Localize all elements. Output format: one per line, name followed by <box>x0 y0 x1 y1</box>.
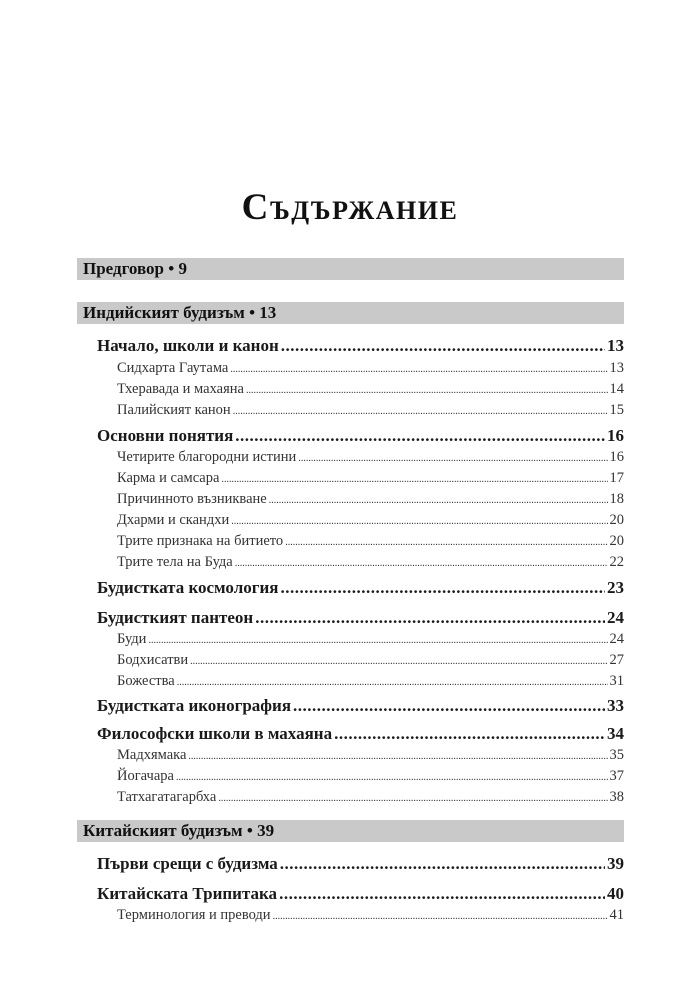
toc-subentry-page: 16 <box>609 449 624 465</box>
toc-subentry-page: 35 <box>609 747 624 763</box>
dot-leader <box>218 789 607 806</box>
dot-leader <box>273 907 608 924</box>
toc-subentry[interactable] <box>117 512 624 529</box>
toc-entry-page: 16 <box>607 426 624 445</box>
toc-entry[interactable] <box>97 336 624 356</box>
toc-subentry[interactable] <box>117 631 624 648</box>
dot-leader <box>221 470 607 487</box>
toc-entry[interactable] <box>97 696 624 716</box>
toc-entry-page: 13 <box>607 336 624 355</box>
toc-subentry-label: Трите признака на битието <box>117 533 284 549</box>
toc-entry-page: 23 <box>607 578 624 597</box>
toc-subentry-page: 20 <box>609 512 624 528</box>
toc-subentry[interactable] <box>117 533 624 550</box>
toc-entry-label: Будистката иконография <box>97 696 292 715</box>
toc-entry[interactable] <box>97 426 624 446</box>
toc-subentry-label: Трите тела на Буда <box>117 554 233 570</box>
toc-entry[interactable] <box>97 724 624 744</box>
toc-entry-page: 24 <box>607 608 624 627</box>
dot-leader <box>148 631 607 648</box>
toc-subentry-page: 27 <box>609 652 624 668</box>
dot-leader <box>255 608 605 628</box>
toc-subentry-page: 37 <box>609 768 624 784</box>
toc-subentry-page: 24 <box>609 631 624 647</box>
toc-subentry-page: 38 <box>609 789 624 805</box>
toc-subentry-label: Четирите благородни истини <box>117 449 297 465</box>
dot-leader <box>280 578 605 598</box>
toc-subentry-page: 18 <box>609 491 624 507</box>
toc-subentry-page: 17 <box>609 470 624 486</box>
toc-entry-label: Будистката космология <box>97 578 279 597</box>
page-title: Съдържание <box>241 187 459 228</box>
toc-subentry-label: Бодхисатви <box>117 652 189 668</box>
toc-subentry-page: 14 <box>609 381 624 397</box>
toc-entry-label: Философски школи в махаяна <box>97 724 333 743</box>
toc-entry-label: Първи срещи с будизма <box>97 854 278 873</box>
dot-leader <box>334 724 605 744</box>
toc-subentry[interactable] <box>117 470 624 487</box>
dot-leader <box>235 426 605 446</box>
toc-entry[interactable] <box>97 884 624 904</box>
dot-leader <box>176 768 608 785</box>
dot-leader <box>230 360 607 377</box>
toc-entry-label: Начало, школи и канон <box>97 336 279 355</box>
toc-subentry[interactable] <box>117 554 624 571</box>
toc-subentry-page: 13 <box>609 360 624 376</box>
toc-subentry[interactable] <box>117 360 624 377</box>
toc-entry-page: 34 <box>607 724 624 743</box>
toc-subentry-label: Божества <box>117 673 175 689</box>
section-heading-indian-buddhism: Индийският будизъм • 13 <box>77 302 624 324</box>
dot-leader <box>269 491 608 508</box>
toc-subentry[interactable] <box>117 449 624 466</box>
toc-subentry-page: 15 <box>609 402 624 418</box>
dot-leader <box>188 747 607 764</box>
section-heading-preface: Предговор • 9 <box>77 258 624 280</box>
toc-subentry[interactable] <box>117 907 624 924</box>
dot-leader <box>293 696 605 716</box>
toc-subentry-label: Палийският канон <box>117 402 231 418</box>
toc-subentry-label: Дхарми и скандхи <box>117 512 230 528</box>
toc-subentry-label: Причинното възникване <box>117 491 267 507</box>
toc-subentry-page: 22 <box>609 554 624 570</box>
dot-leader <box>190 652 607 669</box>
toc-subentry-label: Буди <box>117 631 147 647</box>
toc-entry-label: Основни понятия <box>97 426 234 445</box>
toc-subentry[interactable] <box>117 652 624 669</box>
toc-entry[interactable] <box>97 608 624 628</box>
toc-subentry[interactable] <box>117 747 624 764</box>
toc-entry[interactable] <box>97 854 624 874</box>
toc-entry-label: Китайската Трипитака <box>97 884 278 903</box>
toc-subentry-page: 41 <box>609 907 624 923</box>
toc-subentry[interactable] <box>117 673 624 690</box>
toc-subentry[interactable] <box>117 491 624 508</box>
toc-subentry-label: Йогачара <box>117 768 174 784</box>
toc-subentry-page: 31 <box>609 673 624 689</box>
toc-subentry[interactable] <box>117 402 624 419</box>
toc-entry-page: 40 <box>607 884 624 903</box>
toc-subentry[interactable] <box>117 789 624 806</box>
dot-leader <box>246 381 608 398</box>
section-heading-chinese-buddhism: Китайският будизъм • 39 <box>77 820 624 842</box>
toc-entry-page: 39 <box>607 854 624 873</box>
dot-leader <box>281 336 605 356</box>
toc-subentry-label: Татхагатагарбха <box>117 789 217 805</box>
dot-leader <box>285 533 607 550</box>
dot-leader <box>235 554 608 571</box>
toc-subentry[interactable] <box>117 768 624 785</box>
dot-leader <box>231 512 607 529</box>
dot-leader <box>177 673 608 690</box>
toc-entry[interactable] <box>97 578 624 598</box>
dot-leader <box>279 884 605 904</box>
toc-subentry-page: 20 <box>609 533 624 549</box>
dot-leader <box>298 449 607 466</box>
toc-subentry-label: Терминология и преводи <box>117 907 271 923</box>
toc-subentry-label: Тхеравада и махаяна <box>117 381 244 397</box>
toc-subentry-label: Мадхямака <box>117 747 187 763</box>
toc-entry-label: Будисткият пантеон <box>97 608 254 627</box>
toc-subentry-label: Сидхарта Гаутама <box>117 360 229 376</box>
dot-leader <box>233 402 608 419</box>
toc-entry-page: 33 <box>607 696 624 715</box>
dot-leader <box>280 854 605 874</box>
toc-subentry-label: Карма и самсара <box>117 470 220 486</box>
toc-subentry[interactable] <box>117 381 624 398</box>
